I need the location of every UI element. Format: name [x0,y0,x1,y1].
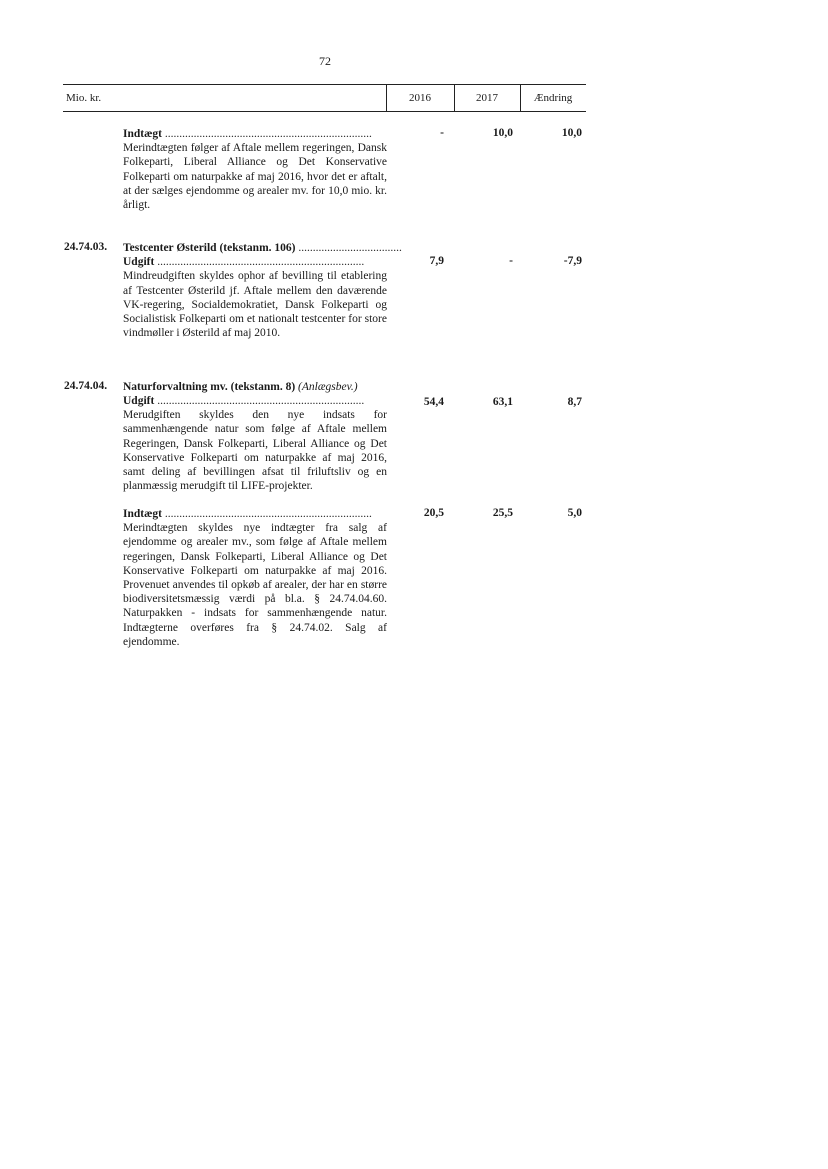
unit-label: Mio. kr. [66,92,102,104]
section-title: Naturforvaltning mv. (tekstanm. 8) (Anlægsbev.) [123,381,358,393]
column-header-change: Ændring [533,92,573,104]
entry-description: Merudgiften skyldes den nye indsats for sammenhængende natur som følge af Aftale mellem Regeringen, Dansk Folkeparti, Liberal Alliance og Det Konservative Folkeparti om naturpakke af maj 2016, samt deling af bevillingen afsat til friluftsliv og en planmæssig merudgift til LIFE-projekter. [123,409,387,493]
section-code: 24.74.04. [64,380,108,392]
value-2017: 63,1 [492,396,513,408]
section-code: 24.74.03. [64,241,108,253]
value-2016: 20,5 [423,507,444,519]
section-title-suffix: (Anlægsbev.) [298,381,358,393]
value-2016: 7,9 [429,255,444,267]
value-2016: - [440,127,444,139]
value-2017: 25,5 [492,507,513,519]
entry-label: Indtægt ..... [123,127,387,141]
header-bottom-rule [63,111,586,112]
header-top-rule [63,84,586,85]
section-title: Testcenter Østerild (tekstanm. 106) .................................... [123,242,402,254]
column-header-2017: 2017 [476,92,498,104]
entry-description: Merindtægten følger af Aftale mellem regeringen, Dansk Folkeparti, Liberal Alliance og Det Konservative Folkeparti om naturpakke af maj 2016, hvor det er aftalt, at der sælges ejendomme og arealer mv. for 10,0 mio. kr. årligt. [123,142,387,212]
entry-label: Indtægt ..... [123,507,387,521]
value-change: 10,0 [561,127,582,139]
value-2016: 54,4 [423,396,444,408]
value-change: -7,9 [563,255,582,267]
value-change: 8,7 [567,396,582,408]
value-change: 5,0 [567,507,582,519]
entry-label: Udgift ..... [123,255,387,269]
value-2017: - [509,255,513,267]
entry-description: Mindreudgiften skyldes ophor af bevilling til etablering af Testcenter Østerild jf. Aftale mellem den daværende VK-regering, Socialdemokratiet, Dansk Folkeparti og Socialistisk Folkeparti om et nationalt testcenter for store vindmøller i Østerild af maj 2010. [123,270,387,340]
entry-description: Merindtægten skyldes nye indtægter fra salg af ejendomme og arealer mv., som følge af Aftale mellem regeringen, Dansk Folkeparti, Liberal Alliance og Det Konservative Folkeparti om naturpakke af maj 2016. Provenuet anvendes til opkøb af arealer, der har en større biodiversitetsmæssig værdi på bl.a. § 24.74.04.60. Naturpakken - indsats for sammenhængende natur. Indtægterne overføres fra § 24.74.02. Salg af ejendomme. [123,522,387,648]
page-number: 72 [319,54,331,68]
column-header-2016: 2016 [409,92,431,104]
value-2017: 10,0 [492,127,513,139]
entry-label: Udgift ..... [123,394,387,408]
